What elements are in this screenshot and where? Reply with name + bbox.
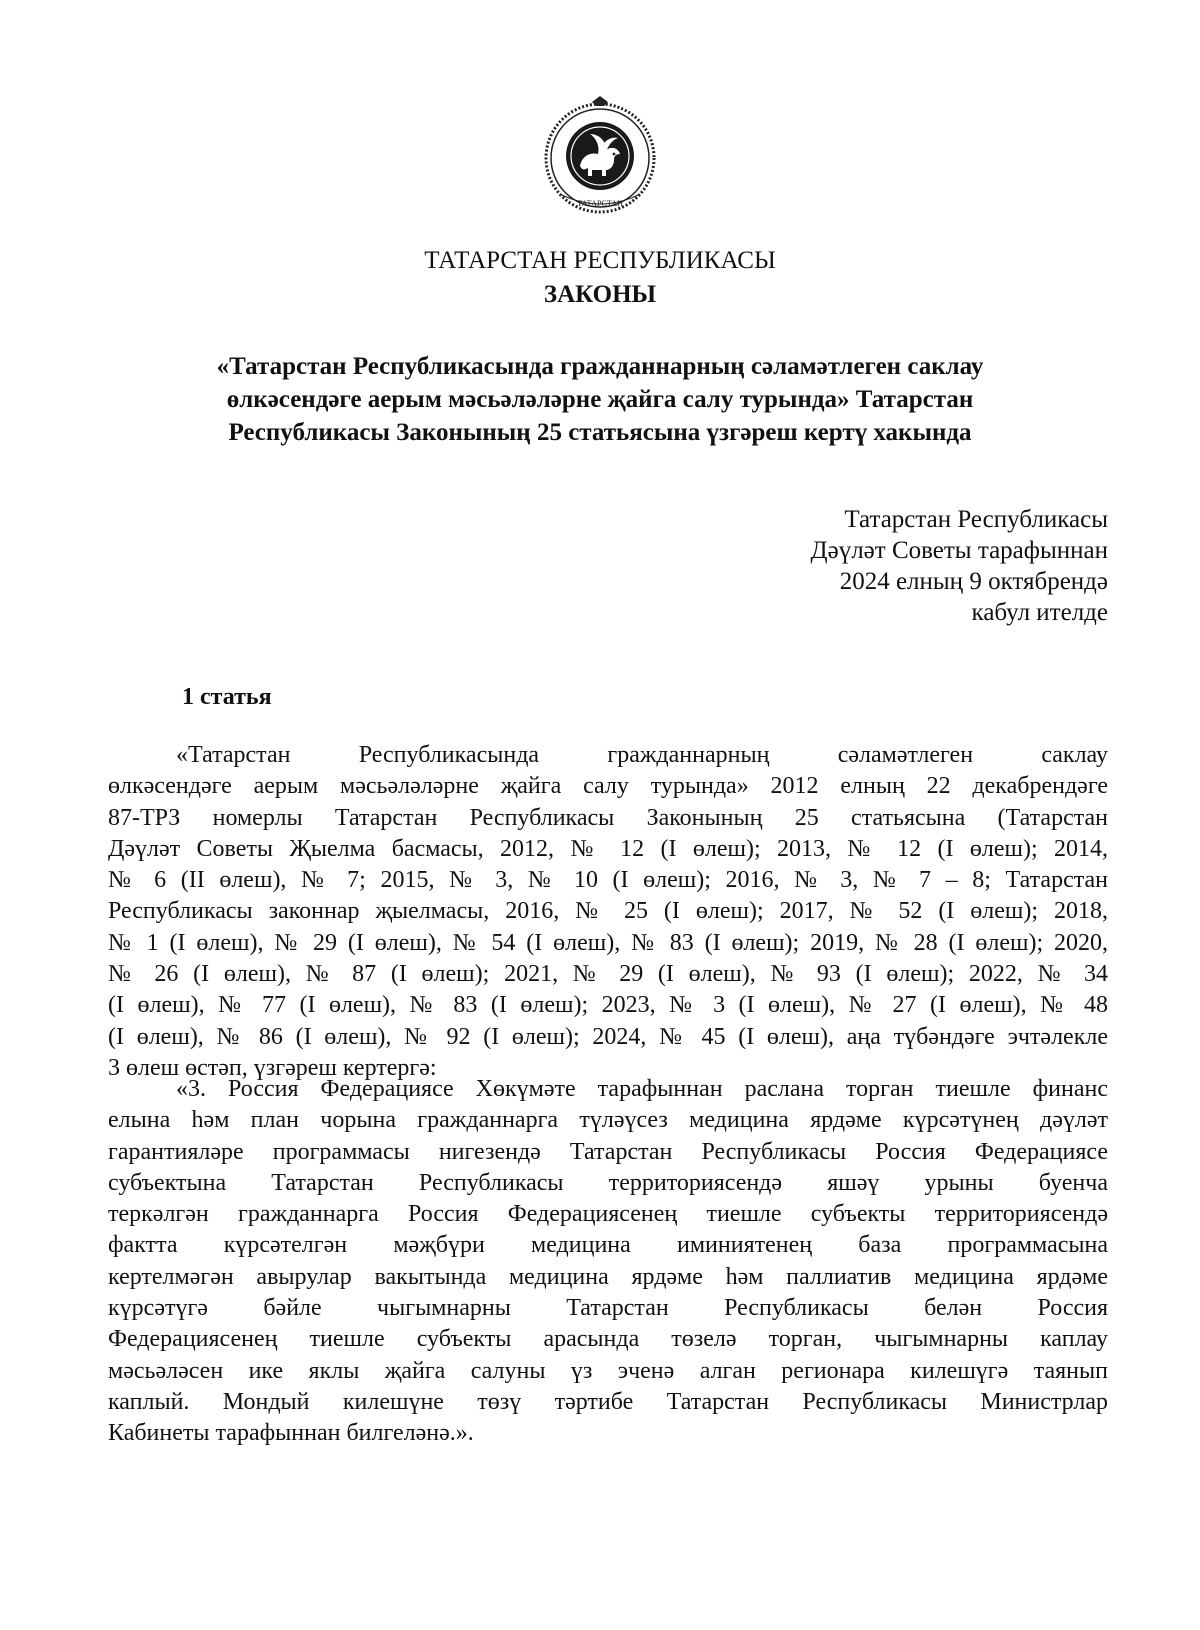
paragraph-line: № 26 (I өлеш), № 87 (I өлеш); 2021, № 29 (I өлеш), № 93 (I өлеш); 2022, № 34 [108,961,1108,988]
adoption-line: Дәүләт Советы тарафыннан [810,537,1108,564]
emblem-ribbon-text: ТАТАРСТАН [577,199,623,208]
article-paragraph-2 [108,1074,1108,1450]
law-word-title: ЗАКОНЫ [543,281,657,308]
paragraph-line: мәсьәләсен ике яклы җайга салуны үз эченә алган регионара килешүгә таянып [108,1357,1108,1384]
paragraph-line: (I өлеш), № 86 (I өлеш), № 92 (I өлеш); 2024, № 45 (I өлеш), аңа түбәндәге эчтәлекле [108,1023,1108,1050]
paragraph-line: № 1 (I өлеш), № 29 (I өлеш), № 54 (I өлеш), № 83 (I өлеш); 2019, № 28 (I өлеш); 2020, [108,929,1108,956]
republic-title: ТАТАРСТАН РЕСПУБЛИКАСЫ [424,247,776,274]
paragraph-line: субъектына Татарстан Республикасы территориясендә яшәү урыны буенча [108,1169,1108,1196]
article-heading: 1 статья [182,684,272,710]
paragraph-line: (I өлеш), № 77 (I өлеш), № 83 (I өлеш); 2023, № 3 (I өлеш), № 27 (I өлеш), № 48 [108,992,1108,1019]
paragraph-line: күрсәтүгә бәйле чыгымнарны Татарстан Республикасы белән Россия [108,1295,1108,1322]
paragraph-line: фактта күрсәтелгән мәҗбүри медицина иминиятенең база программасына [108,1232,1108,1259]
paragraph-line: «3. Россия Федерациясе Хөкүмәте тарафыннан раслана торган тиешле финанс [176,1076,1108,1102]
law-title-line: Республикасы Законының 25 статьясына үзгәреш кертү хакында [228,419,972,446]
paragraph-line: Дәүләт Советы Җыелма басмасы, 2012, № 12 (I өлеш); 2013, № 12 (I өлеш); 2014, [108,835,1108,862]
adoption-block [811,504,1108,628]
article-paragraph-1 [108,740,1108,1084]
paragraph-line: өлкәсендәге аерым мәсьәләләрне җайга салу турында» 2012 елның 22 декабрендәге [108,773,1108,800]
paragraph-line: № 6 (II өлеш), № 7; 2015, № 3, № 10 (I өлеш); 2016, № 3, № 7 – 8; Татарстан [108,867,1108,894]
paragraph-line: Федерациясенең тиешле субъекты арасында төзелә торган, чыгымнарны каплау [108,1326,1108,1353]
law-title-line: өлкәсендәге аерым мәсьәләләрне җайга салу турында» Татарстан [226,386,974,413]
paragraph-line: Кабинеты тарафыннан билгеләнә.». [108,1420,474,1447]
paragraph-line: Республикасы законнар җыелмасы, 2016, № 25 (I өлеш); 2017, № 52 (I өлеш); 2018, [108,898,1108,925]
law-title [150,350,1050,449]
paragraph-line: елына һәм план чорына гражданнарга түләүсез медицина ярдәме күрсәтүнең дәүләт [108,1107,1108,1134]
paragraph-line: «Татарстан Республикасында гражданнарның сәламәтлеген саклау [176,742,1108,768]
adoption-line: 2024 елның 9 октябрендә [839,568,1108,595]
law-title-line: «Татарстан Республикасында гражданнарның сәламәтлеген саклау [216,353,984,380]
paragraph-line: каплый. Мондый килешүне төзү тәртибе Татарстан Республикасы Министрлар [108,1388,1108,1415]
paragraph-line: 87-ТРЗ номерлы Татарстан Республикасы Законының 25 статьясына (Татарстан [108,804,1108,831]
paragraph-line: теркәлгән гражданнарга Россия Федерациясенең тиешле субъекты территориясендә [108,1201,1108,1228]
adoption-line: Татарстан Республикасы [844,506,1108,533]
adoption-line: кабул ителде [971,599,1108,626]
emblem-ribbon [540,192,660,216]
paragraph-line: 3 өлеш өстәп, үзгәреш кертергә: [108,1054,437,1081]
coat-of-arms-emblem [540,96,660,216]
paragraph-line: кертелмәгән авырулар вакытында медицина ярдәме һәм паллиатив медицина ярдәме [108,1263,1108,1290]
paragraph-line: гарантияләре программасы нигезендә Татарстан Республикасы Россия Федерациясе [108,1138,1108,1165]
